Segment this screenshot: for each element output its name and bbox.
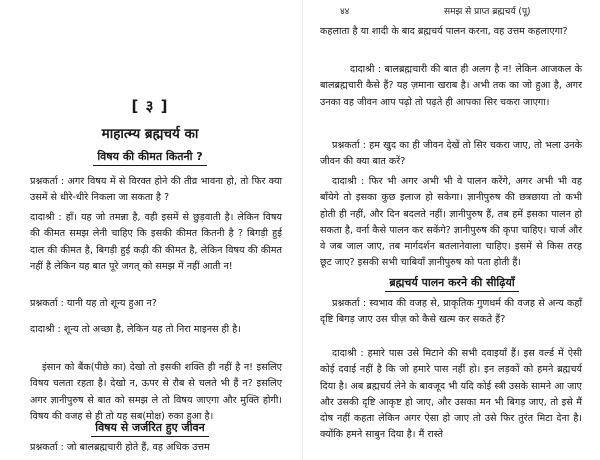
- right-paragraph-2: दादाश्री : बालब्रह्मचारी की बात ही अलग है न! लेकिन आजकल के बालब्रह्मचारी कैसे हैं? यह ज़माना खराब है। अभी तक का जो हुआ है, अगर उनका वह जीवन आप पढ़ो तो पढ़ते ही आपका सिर चकरा जाएगा।: [320, 64, 582, 108]
- right-page: [304, 0, 600, 460]
- right-paragraph-5: प्रश्नकर्ता : स्वभाव की वजह से, प्राकृतिक गुणधर्म की वजह से अन्य कहाँ दृष्टि बिगड़ जाए उस चीज़ को कैसे खत्म कर सकते हैं?: [320, 298, 582, 326]
- right-paragraph-1: कहलाता है या शादी के बाद ब्रह्मचर्य पालन करना, वह उत्तम कहलाएगा?: [320, 26, 568, 37]
- right-paragraph-3: प्रश्नकर्ता : हम खुद का ही जीवन देखें तो सिर चकरा जाए, तो भला उनके जीवन की क्या बात करें?: [320, 140, 582, 168]
- section-heading-steps: ब्रह्मचर्य पालन करने की सीढ़ियाँ: [304, 275, 600, 290]
- chapter-title: माहात्म्य ब्रह्मचर्य का: [101, 126, 199, 142]
- left-paragraph-3: प्रश्नकर्ता : यानी यह तो शून्य हुआ न?: [30, 298, 157, 309]
- right-paragraph-4: दादाश्री : फिर भी अगर अभी भी वे पालन करेंगे, अगर अभी भी वह बाँयेगे तो इसका कुछ इलाज हो सकेगा। ज्ञानीपुरुष की छत्रछाया तो कभी होती ही नहीं, और दिन बदलते नहीं। ज्ञानीपुरुष हैं, तब हमें इसका पालन हो सकता है, वर्ना कैसे पालन कर सकेंगे? ज्ञानीपुरुष की कृपा चाहिए। चार्ज और वे जब जाल जाए, तब मार्गदर्शन बतलानेवाला चाहिए। इसमें से किस तरह छूट जाए? इसकी सभी चाबियाँ ज्ञानीपुरुष को पता होती हैं।: [320, 176, 582, 269]
- running-header: समझ से प्राप्त ब्रह्मचर्य (पू): [444, 7, 531, 17]
- section-heading-value-of-vishay: विषय की कीमत कितनी ?: [0, 149, 300, 164]
- page-number: ४४: [340, 7, 350, 17]
- right-paragraph-6: दादाश्री : हमारे पास उसे मिटाने की सभी दवाइयाँ हैं। इस वर्ल्ड में ऐसी कोई दवाई नहीं है कि जो हमारे पास नहीं हो। इन लड़कों को हमने ब्रह्मचर्य दिया है। अब ब्रह्मचर्य लेने के बावजूद भी यदि कोई स्त्री उसके सामने आ जाए और उसकी दृष्टि आकृष्ट हो जाए, और उसका मन भी बिगड़ जाए, तो इसे मैं दोष नहीं कहता लेकिन अगर ऐसा हो जाए तो उसे फिर तुरंत मिटा देना है। क्योंकि हमने साबुन दिया है। मैं रास्ते: [320, 348, 582, 441]
- left-paragraph-2: दादाश्री : हाँ। यह जो तमन्ना है, वही इसमें से छुड़वाती है। लेकिन विषय की कीमत समझ लेनी चाहिए कि इसकी कीमत कितनी है ? बिगड़ी हुई दाल की कीमत है, बिगड़ी हुई कढ़ी की कीमत है, लेकिन विषय की कीमत नहीं है लेकिन यह बात पूरे जगत् को समझ में नहीं आती न!: [30, 212, 282, 272]
- left-paragraph-4: दादाश्री : शून्य तो अच्छा है, लेकिन यह तो निरा माइनस ही है।: [30, 324, 241, 335]
- chapter-number: [ ३ ]: [131, 97, 169, 115]
- left-paragraph-5: इंसान को बैंक(पीछे का) देखो तो इसकी शक्ति ही नहीं है न! इसलिए विषय चलता रहता है। देखो न, ऊपर से रौब से चलते भी हैं न? इसलिए अगर ज्ञानीपुरुष से बात को समझ ले तो विषय जाएगा और मुक्ति होगी। विषय की वजह से ही तो यह सब(मोक्ष) रुका हुआ है।: [30, 362, 282, 422]
- left-paragraph-6: प्रश्नकर्ता : जो बालब्रह्मचारी होते हैं, वह अधिक उत्तम: [30, 442, 210, 453]
- section-heading-jarjarit-jeevan: विषय से जर्जरित हुए जीवन: [0, 420, 300, 435]
- page-gutter: [302, 0, 303, 460]
- left-paragraph-1: प्रश्नकर्ता : अगर विषय में से विरक्त होने की तीव्र भावना हो, तो फिर क्या उसमें से धीरे-धीरे निकला जा सकता है ?: [30, 176, 282, 204]
